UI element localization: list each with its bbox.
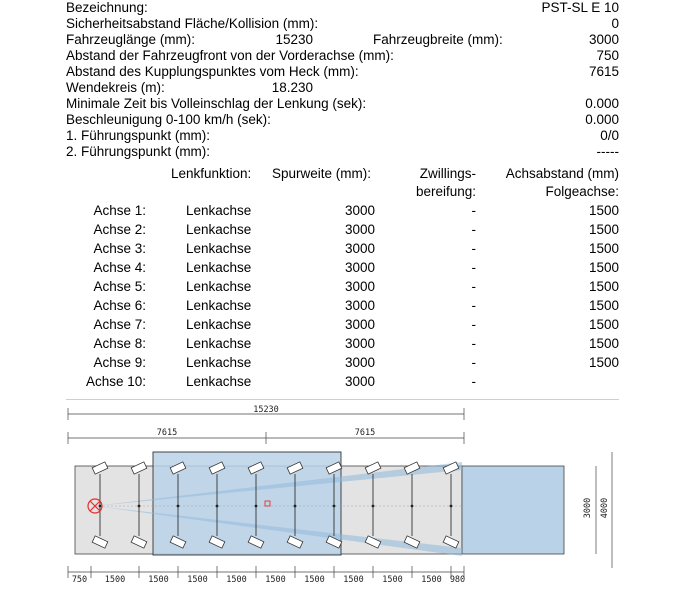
bottom-dimension-label: 1500 xyxy=(421,575,442,585)
header-zwillings: Zwillings- xyxy=(419,166,476,181)
axle-distance-next: 1500 xyxy=(588,317,619,332)
axle-twin-tires: - xyxy=(471,374,476,389)
axle-center-dot xyxy=(99,505,102,508)
axle-distance-next: 1500 xyxy=(588,279,619,294)
header-bereifung: bereifung: xyxy=(415,184,476,199)
axle-center-dot xyxy=(372,505,375,508)
axle-center-dot xyxy=(411,505,414,508)
axle-label: Achse 8: xyxy=(93,336,146,351)
axle-label: Achse 4: xyxy=(93,260,146,275)
axle-label: Achse 1: xyxy=(93,203,146,218)
width-outer-label: 4000 xyxy=(600,497,610,519)
total-length-label: 15230 xyxy=(253,405,279,415)
header-lenkfunktion: Lenkfunktion: xyxy=(171,166,252,181)
bottom-dimension-label: 1500 xyxy=(304,575,325,585)
axle-distance-next: 1500 xyxy=(588,260,619,275)
axle-steering-function: Lenkachse xyxy=(186,279,252,294)
axle-twin-tires: - xyxy=(471,241,476,256)
fahrzeugbreite-label: Fahrzeugbreite (mm): xyxy=(373,32,503,47)
header-spurweite: Spurweite (mm): xyxy=(272,166,372,181)
lenkung-value: 0.000 xyxy=(585,96,619,111)
axle-steering-function: Lenkachse xyxy=(186,260,252,275)
rear-half-label: 7615 xyxy=(354,428,376,438)
fuehrungspunkt-2-value: ----- xyxy=(596,144,619,159)
axle-center-dot xyxy=(255,505,258,508)
axle-track-width: 3000 xyxy=(344,279,375,294)
wendekreis-label: Wendekreis (m): xyxy=(66,80,165,95)
beschleunigung-value: 0.000 xyxy=(585,112,619,127)
bottom-dimension-label: 750 xyxy=(71,575,88,585)
axle-steering-function: Lenkachse xyxy=(186,222,252,237)
sicherheitsabstand-value: 0 xyxy=(611,16,619,31)
axle-distance-next: 1500 xyxy=(588,203,619,218)
fuehrungspunkt-1-label: 1. Führungspunkt (mm): xyxy=(66,128,211,143)
axle-distance-next: 1500 xyxy=(588,241,619,256)
axle-twin-tires: - xyxy=(471,317,476,332)
bezeichnung-label: Bezeichnung: xyxy=(66,0,148,15)
axle-steering-function: Lenkachse xyxy=(186,241,252,256)
top-dimension-lines xyxy=(68,405,464,444)
front-half-label: 7615 xyxy=(156,428,178,438)
front-abstand-value: 750 xyxy=(596,48,619,63)
fahrzeuglaenge-label: Fahrzeuglänge (mm): xyxy=(66,32,196,47)
beschleunigung-label: Beschleunigung 0-100 km/h (sek): xyxy=(66,112,271,127)
sicherheitsabstand-label: Sicherheitsabstand Fläche/Kollision (mm): xyxy=(66,16,319,31)
axle-label: Achse 10: xyxy=(85,374,146,389)
axle-twin-tires: - xyxy=(471,298,476,313)
axle-center-dot xyxy=(216,505,219,508)
bezeichnung-value: PST-SL E 10 xyxy=(541,0,619,15)
fuehrungspunkt-2-label: 2. Führungspunkt (mm): xyxy=(66,144,211,159)
axle-track-width: 3000 xyxy=(344,317,375,332)
axle-center-dot xyxy=(177,505,180,508)
axle-steering-function: Lenkachse xyxy=(186,336,252,351)
kupplung-label: Abstand des Kupplungspunktes vom Heck (mm): xyxy=(66,64,359,79)
axle-track-width: 3000 xyxy=(344,203,375,218)
axle-label: Achse 7: xyxy=(93,317,146,332)
axle-track-width: 3000 xyxy=(344,241,375,256)
axle-track-width: 3000 xyxy=(344,336,375,351)
bottom-dimension-label: 1500 xyxy=(265,575,286,585)
bottom-dimension-label: 1500 xyxy=(343,575,364,585)
kupplung-value: 7615 xyxy=(588,64,619,79)
axle-distance-next: 1500 xyxy=(588,355,619,370)
axle-twin-tires: - xyxy=(471,260,476,275)
axle-twin-tires: - xyxy=(471,336,476,351)
wendekreis-value: 18.230 xyxy=(271,80,313,95)
axle-label: Achse 3: xyxy=(93,241,146,256)
axle-steering-function: Lenkachse xyxy=(186,298,252,313)
axle-track-width: 3000 xyxy=(344,355,375,370)
fahrzeuglaenge-value: 15230 xyxy=(275,32,313,47)
axle-label: Achse 6: xyxy=(93,298,146,313)
axle-center-dot xyxy=(333,505,336,508)
bottom-dimension-label: 1500 xyxy=(187,575,208,585)
axle-twin-tires: - xyxy=(471,203,476,218)
load-area xyxy=(462,466,564,554)
bottom-dimension-label: 1500 xyxy=(382,575,403,585)
axle-track-width: 3000 xyxy=(344,222,375,237)
axle-distance-next: 1500 xyxy=(588,298,619,313)
axle-steering-function: Lenkachse xyxy=(186,203,252,218)
axle-steering-function: Lenkachse xyxy=(186,374,252,389)
header-achsabstand: Achsabstand (mm) xyxy=(505,166,619,181)
axle-distance-next: 1500 xyxy=(588,336,619,351)
axle-label: Achse 2: xyxy=(93,222,146,237)
axle-twin-tires: - xyxy=(471,222,476,237)
vehicle-diagram xyxy=(60,402,620,597)
fuehrungspunkt-1-value: 0/0 xyxy=(600,128,619,143)
bottom-dimension-label: 980 xyxy=(449,575,466,585)
width-inner-label: 3000 xyxy=(583,497,593,519)
header-folgeachse: Folgeachse: xyxy=(545,184,619,199)
axle-steering-function: Lenkachse xyxy=(186,317,252,332)
bottom-dimension-label: 1500 xyxy=(226,575,247,585)
fahrzeugbreite-value: 3000 xyxy=(588,32,619,47)
width-dimensions xyxy=(583,452,612,568)
lenkung-label: Minimale Zeit bis Volleinschlag der Lenkung (sek): xyxy=(66,96,367,111)
front-abstand-label: Abstand der Fahrzeugfront von der Vorderachse (mm): xyxy=(66,48,394,63)
axle-track-width: 3000 xyxy=(344,298,375,313)
bottom-dimension-line xyxy=(68,566,465,585)
bottom-dimension-label: 1500 xyxy=(104,575,126,585)
axle-twin-tires: - xyxy=(471,279,476,294)
axle-center-dot xyxy=(450,505,453,508)
axle-distance-next: 1500 xyxy=(588,222,619,237)
axle-track-width: 3000 xyxy=(344,374,375,389)
axle-label: Achse 9: xyxy=(93,355,146,370)
axle-track-width: 3000 xyxy=(344,260,375,275)
divider xyxy=(66,399,619,400)
axle-steering-function: Lenkachse xyxy=(186,355,252,370)
axle-center-dot xyxy=(138,505,141,508)
bottom-dimension-label: 1500 xyxy=(148,575,169,585)
axle-twin-tires: - xyxy=(471,355,476,370)
axle-center-dot xyxy=(294,505,297,508)
axle-label: Achse 5: xyxy=(93,279,146,294)
